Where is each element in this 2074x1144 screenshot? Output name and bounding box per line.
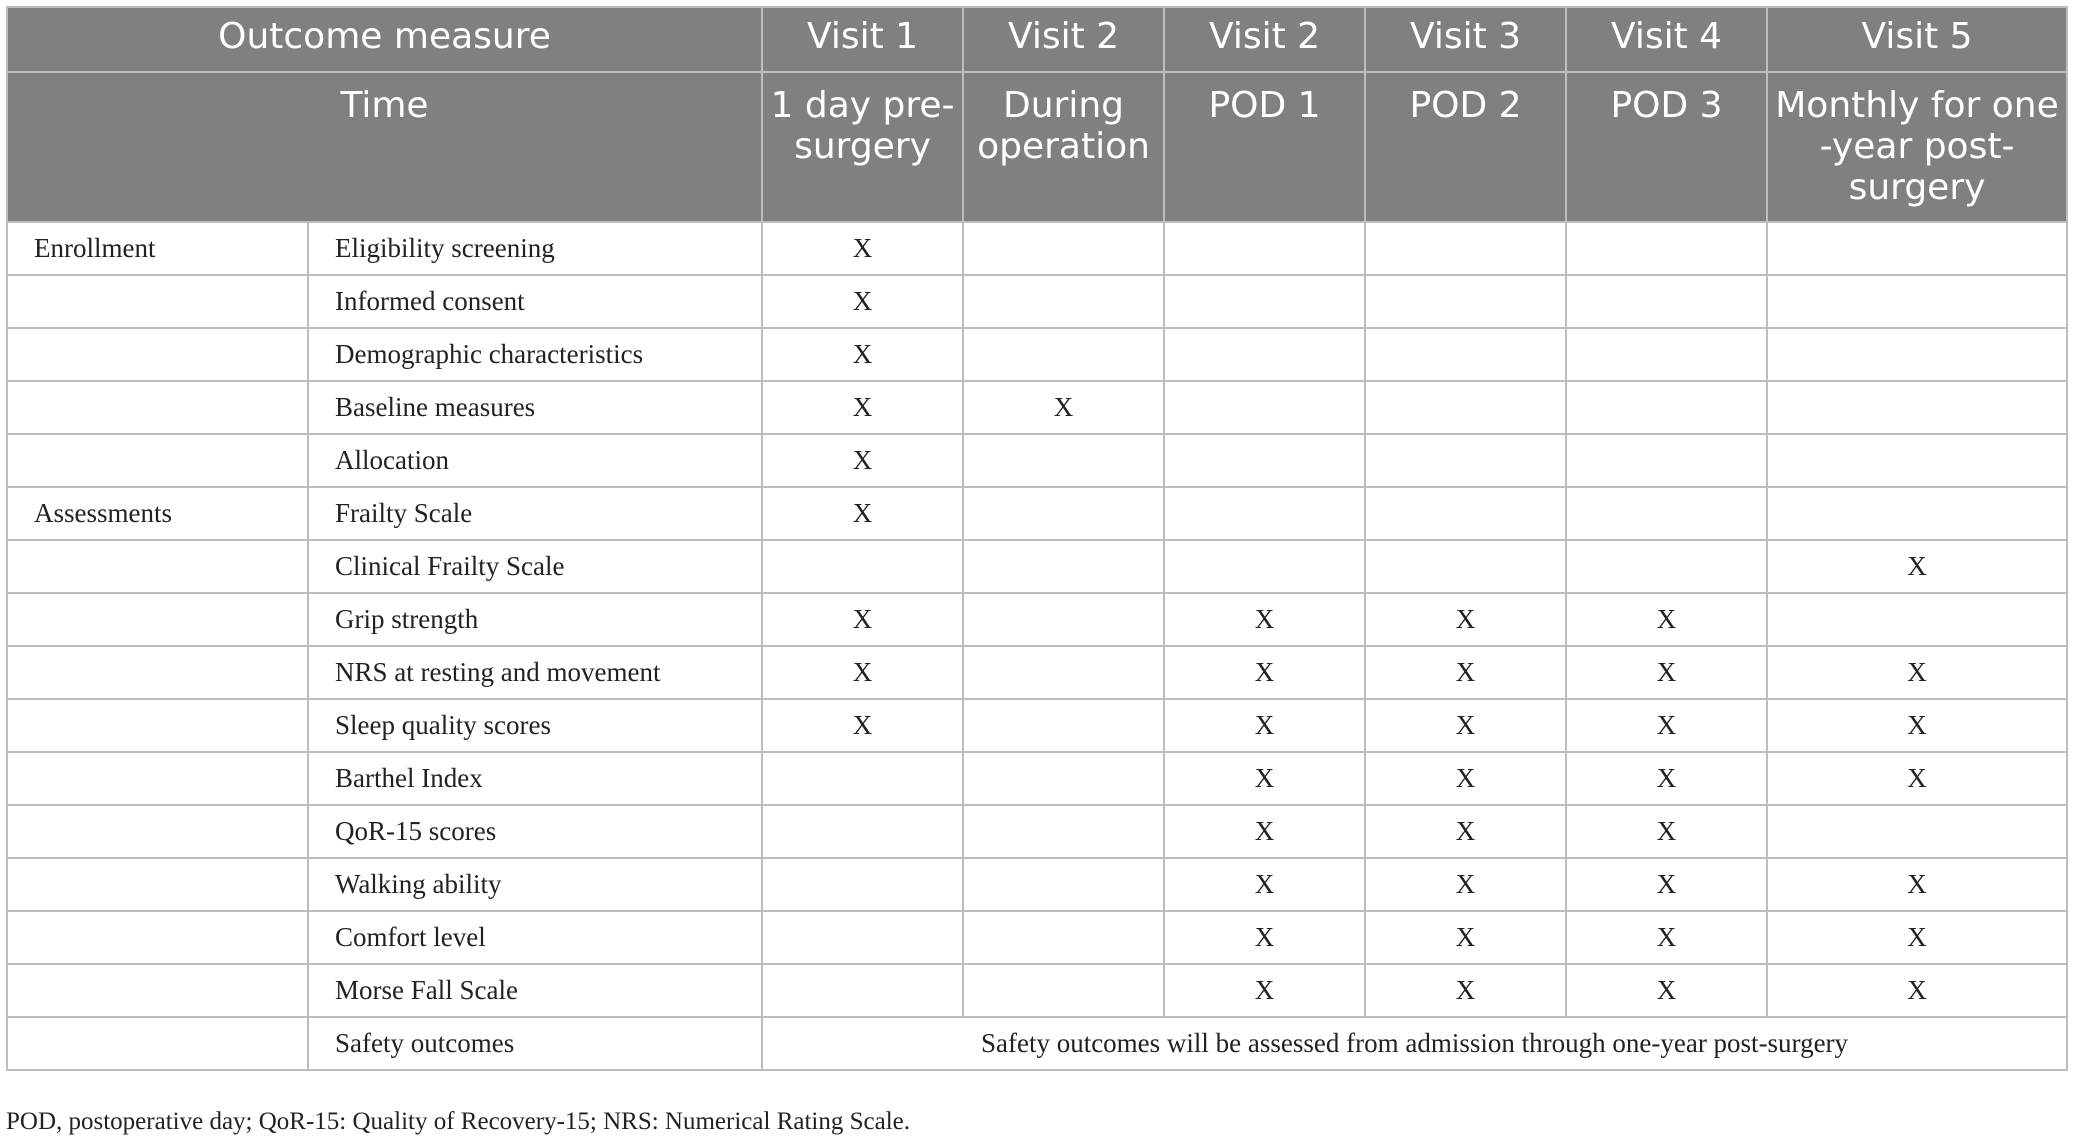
visit-mark-cell	[1767, 222, 2067, 275]
row-item-cell: Eligibility screening	[308, 222, 762, 275]
header-time-pre-surgery: 1 day pre-surgery	[762, 72, 963, 222]
visit-mark-cell: X	[1767, 646, 2067, 699]
visit-mark-cell	[1365, 275, 1566, 328]
visit-mark-cell	[1566, 275, 1767, 328]
visit-mark-cell	[1566, 222, 1767, 275]
visit-mark-cell	[1767, 328, 2067, 381]
table-row	[7, 911, 2067, 964]
visit-mark-cell: X	[762, 275, 963, 328]
table-row	[7, 381, 2067, 434]
visit-mark-cell: X	[1767, 540, 2067, 593]
header-visit-3: Visit 3	[1365, 7, 1566, 72]
row-group-cell	[7, 381, 308, 434]
table-row	[7, 858, 2067, 911]
table-row	[7, 964, 2067, 1017]
table-row	[7, 805, 2067, 858]
visit-mark-cell	[1566, 540, 1767, 593]
header-visit-2-pod1: Visit 2	[1164, 7, 1365, 72]
row-group-cell	[7, 540, 308, 593]
visit-mark-cell	[762, 805, 963, 858]
visit-mark-cell: X	[1164, 964, 1365, 1017]
header-row-time	[7, 72, 2067, 222]
visit-mark-cell: X	[1566, 805, 1767, 858]
row-item-cell: Allocation	[308, 434, 762, 487]
row-item-cell: Barthel Index	[308, 752, 762, 805]
schedule-table-container	[6, 6, 2066, 1071]
visit-mark-cell	[963, 964, 1164, 1017]
row-group-cell	[7, 805, 308, 858]
visit-mark-cell: X	[1164, 805, 1365, 858]
visit-mark-cell: X	[1164, 646, 1365, 699]
row-group-cell	[7, 752, 308, 805]
header-visit-1: Visit 1	[762, 7, 963, 72]
visit-mark-cell: X	[1767, 858, 2067, 911]
row-item-cell: Informed consent	[308, 275, 762, 328]
visit-mark-cell	[762, 964, 963, 1017]
visit-mark-cell	[762, 752, 963, 805]
visit-mark-cell	[1767, 434, 2067, 487]
row-group-cell	[7, 646, 308, 699]
row-group-cell	[7, 911, 308, 964]
header-time-monthly: Monthly for one -year post-surgery	[1767, 72, 2067, 222]
table-row-safety	[7, 1017, 2067, 1070]
header-time: Time	[7, 72, 762, 222]
visit-mark-cell: X	[1365, 646, 1566, 699]
visit-mark-cell	[1164, 434, 1365, 487]
visit-mark-cell	[963, 328, 1164, 381]
visit-mark-cell	[963, 699, 1164, 752]
visit-mark-cell	[1365, 328, 1566, 381]
row-group-cell	[7, 434, 308, 487]
visit-mark-cell: X	[1164, 858, 1365, 911]
row-item-cell: Comfort level	[308, 911, 762, 964]
visit-mark-cell	[1365, 222, 1566, 275]
header-time-pod2: POD 2	[1365, 72, 1566, 222]
table-row	[7, 487, 2067, 540]
visit-mark-cell	[1365, 487, 1566, 540]
visit-mark-cell	[1365, 381, 1566, 434]
table-row	[7, 275, 2067, 328]
visit-mark-cell	[963, 752, 1164, 805]
table-row	[7, 646, 2067, 699]
visit-mark-cell	[963, 858, 1164, 911]
visit-mark-cell: X	[1566, 858, 1767, 911]
visit-mark-cell: X	[1365, 858, 1566, 911]
visit-mark-cell: X	[1566, 593, 1767, 646]
visit-mark-cell: X	[762, 646, 963, 699]
visit-mark-cell	[1164, 222, 1365, 275]
visit-mark-cell	[963, 540, 1164, 593]
visit-mark-cell: X	[1365, 911, 1566, 964]
visit-mark-cell: X	[1365, 593, 1566, 646]
visit-mark-cell: X	[762, 328, 963, 381]
visit-mark-cell	[1767, 275, 2067, 328]
visit-mark-cell	[963, 911, 1164, 964]
visit-mark-cell: X	[762, 593, 963, 646]
visit-mark-cell: X	[1365, 964, 1566, 1017]
visit-mark-cell	[1566, 328, 1767, 381]
row-item-cell: Grip strength	[308, 593, 762, 646]
visit-mark-cell	[963, 805, 1164, 858]
row-group-cell	[7, 964, 308, 1017]
visit-mark-cell	[1767, 381, 2067, 434]
visit-mark-cell	[1767, 487, 2067, 540]
visit-mark-cell	[963, 593, 1164, 646]
visit-mark-cell: X	[1365, 752, 1566, 805]
schedule-of-assessments-table	[6, 6, 2068, 1071]
row-item-cell: QoR-15 scores	[308, 805, 762, 858]
visit-mark-cell: X	[762, 487, 963, 540]
visit-mark-cell	[1365, 434, 1566, 487]
visit-mark-cell: X	[1164, 593, 1365, 646]
visit-mark-cell: X	[1365, 699, 1566, 752]
visit-mark-cell	[1164, 540, 1365, 593]
visit-mark-cell: X	[1566, 752, 1767, 805]
row-item-cell: Frailty Scale	[308, 487, 762, 540]
visit-mark-cell	[1767, 593, 2067, 646]
visit-mark-cell	[963, 646, 1164, 699]
visit-mark-cell	[1566, 381, 1767, 434]
header-time-pod3: POD 3	[1566, 72, 1767, 222]
table-row	[7, 752, 2067, 805]
visit-mark-cell	[1164, 328, 1365, 381]
visit-mark-cell: X	[1767, 699, 2067, 752]
visit-mark-cell: X	[762, 434, 963, 487]
row-group-cell: Enrollment	[7, 222, 308, 275]
header-time-during-operation: During operation	[963, 72, 1164, 222]
visit-mark-cell: X	[1164, 911, 1365, 964]
visit-mark-cell: X	[1566, 911, 1767, 964]
header-visit-4: Visit 4	[1566, 7, 1767, 72]
visit-mark-cell: X	[1566, 646, 1767, 699]
row-group-cell	[7, 858, 308, 911]
visit-mark-cell	[762, 540, 963, 593]
table-row	[7, 222, 2067, 275]
visit-mark-cell: X	[762, 699, 963, 752]
safety-outcomes-note: Safety outcomes will be assessed from admission through one-year post-surgery	[762, 1017, 2067, 1070]
table-row	[7, 328, 2067, 381]
header-row-visits	[7, 7, 2067, 72]
row-item-cell: Demographic characteristics	[308, 328, 762, 381]
row-item-cell: NRS at resting and movement	[308, 646, 762, 699]
visit-mark-cell: X	[1566, 699, 1767, 752]
row-group-cell: Assessments	[7, 487, 308, 540]
row-group-cell	[7, 275, 308, 328]
header-outcome-measure: Outcome measure	[7, 7, 762, 72]
visit-mark-cell	[963, 275, 1164, 328]
visit-mark-cell	[1566, 434, 1767, 487]
visit-mark-cell: X	[963, 381, 1164, 434]
header-visit-5: Visit 5	[1767, 7, 2067, 72]
visit-mark-cell	[1365, 540, 1566, 593]
table-row	[7, 540, 2067, 593]
row-group-cell	[7, 699, 308, 752]
table-footnote: POD, postoperative day; QoR-15: Quality of Recovery-15; NRS: Numerical Rating Scale.	[6, 1108, 910, 1135]
visit-mark-cell	[1164, 487, 1365, 540]
visit-mark-cell: X	[1767, 752, 2067, 805]
row-item-cell: Sleep quality scores	[308, 699, 762, 752]
table-row	[7, 699, 2067, 752]
visit-mark-cell: X	[1365, 805, 1566, 858]
visit-mark-cell: X	[762, 381, 963, 434]
visit-mark-cell: X	[1164, 699, 1365, 752]
visit-mark-cell: X	[762, 222, 963, 275]
visit-mark-cell	[1566, 487, 1767, 540]
row-group-cell	[7, 1017, 308, 1070]
table-row	[7, 434, 2067, 487]
visit-mark-cell	[1164, 381, 1365, 434]
row-group-cell	[7, 593, 308, 646]
safety-outcomes-label: Safety outcomes	[308, 1017, 762, 1070]
visit-mark-cell	[1164, 275, 1365, 328]
visit-mark-cell	[762, 911, 963, 964]
visit-mark-cell: X	[1767, 911, 2067, 964]
row-item-cell: Walking ability	[308, 858, 762, 911]
row-item-cell: Baseline measures	[308, 381, 762, 434]
table-row	[7, 593, 2067, 646]
visit-mark-cell: X	[1566, 964, 1767, 1017]
row-item-cell: Morse Fall Scale	[308, 964, 762, 1017]
visit-mark-cell	[963, 434, 1164, 487]
header-time-pod1: POD 1	[1164, 72, 1365, 222]
header-visit-2-during: Visit 2	[963, 7, 1164, 72]
visit-mark-cell	[762, 858, 963, 911]
table-body	[7, 222, 2067, 1070]
visit-mark-cell	[963, 487, 1164, 540]
visit-mark-cell: X	[1164, 752, 1365, 805]
row-item-cell: Clinical Frailty Scale	[308, 540, 762, 593]
visit-mark-cell	[963, 222, 1164, 275]
visit-mark-cell: X	[1767, 964, 2067, 1017]
row-group-cell	[7, 328, 308, 381]
visit-mark-cell	[1767, 805, 2067, 858]
